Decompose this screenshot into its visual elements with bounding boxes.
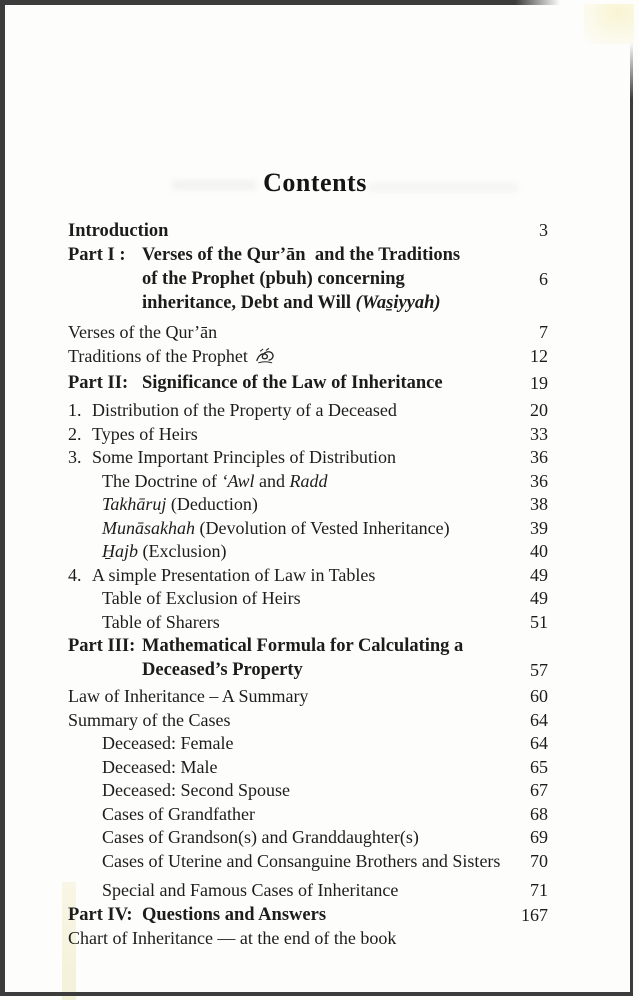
toc-page-number: 38	[530, 494, 548, 514]
part-title-lines	[142, 634, 506, 682]
scan-frame-right	[630, 42, 633, 996]
toc-page-number: 64	[530, 733, 548, 753]
toc-page-number: 69	[530, 827, 548, 847]
toc-text: inheritance, Debt and Will	[142, 293, 356, 313]
part-label: Part IV:	[68, 904, 133, 925]
toc-page-number: 36	[530, 447, 548, 467]
toc-text: Questions and Answers	[142, 904, 327, 925]
toc-text: Summary of the Cases	[68, 709, 231, 730]
toc-entry	[68, 903, 550, 927]
toc-entry-text	[92, 423, 506, 447]
toc-entry-text	[68, 470, 506, 494]
part-title-line	[142, 371, 506, 395]
toc-entry-text	[92, 446, 506, 470]
toc-entry-text	[68, 611, 506, 635]
toc-page-number: 20	[530, 400, 548, 420]
toc-text: Some Important Principles of Distribution	[92, 447, 396, 467]
toc-entry-text	[68, 540, 506, 564]
toc-entry	[68, 540, 550, 564]
toc-item-number: 1.	[68, 400, 82, 420]
toc-entry	[68, 470, 550, 494]
part-title-lines	[142, 243, 506, 315]
part-title-line	[142, 658, 506, 682]
toc-page-number: 3	[539, 220, 548, 240]
part-title-line	[142, 267, 506, 291]
toc-text: Verses of the Qur’ān and the Traditions	[142, 245, 461, 265]
toc-entry-text	[68, 345, 506, 372]
toc-entry	[68, 756, 550, 780]
toc-text: (Deduction)	[166, 494, 258, 514]
toc-text: The Doctrine of	[102, 470, 222, 491]
toc-page-number: 40	[530, 541, 548, 561]
toc-list	[68, 219, 550, 950]
toc-page-content	[68, 0, 550, 950]
toc-text: Deceased: Female	[102, 733, 234, 753]
toc-page-number: 167	[521, 904, 548, 925]
toc-page-number: 57	[530, 660, 548, 680]
toc-page-number: 60	[530, 686, 548, 706]
toc-text: Table of Sharers	[102, 611, 220, 632]
toc-text: Types of Heirs	[92, 423, 198, 444]
toc-entry-text	[68, 756, 506, 780]
toc-page-number: 7	[539, 322, 548, 342]
toc-entry	[68, 219, 550, 243]
toc-entry-text	[68, 803, 506, 827]
toc-entry	[68, 850, 550, 874]
toc-text-italic: Radd	[289, 470, 328, 491]
toc-text: Law of Inheritance – A Summary	[68, 686, 309, 706]
toc-text: Special and Famous Cases of Inheritance	[102, 880, 399, 900]
part-label: Part I :	[68, 245, 126, 265]
part-label: Part III:	[68, 636, 136, 656]
toc-text: and	[254, 470, 290, 491]
toc-text: Table of Exclusion of Heirs	[102, 588, 301, 608]
toc-entry	[68, 634, 550, 682]
part-title-line	[142, 243, 506, 267]
toc-entry-text	[68, 927, 550, 951]
toc-entry	[68, 446, 550, 470]
toc-text-italic: ‘Awl	[221, 470, 255, 491]
toc-page-number: 19	[530, 373, 548, 393]
toc-entry-text	[68, 219, 506, 243]
toc-entry-text	[68, 879, 506, 903]
toc-page-number: 49	[530, 588, 548, 608]
toc-text: (Exclusion)	[138, 541, 227, 561]
toc-entry	[68, 779, 550, 803]
toc-entry-text	[68, 709, 506, 733]
part-title-line	[142, 634, 506, 658]
scan-frame-top	[0, 0, 560, 5]
toc-page-number: 70	[530, 850, 548, 871]
toc-entry-text	[68, 732, 506, 756]
toc-entry-text	[68, 587, 506, 611]
part-title-line	[142, 291, 506, 315]
toc-text: A simple Presentation of Law in Tables	[92, 564, 376, 585]
part-title-lines	[142, 903, 506, 927]
toc-entry	[68, 517, 550, 541]
toc-text-italic: Munāsakhah	[102, 517, 195, 538]
toc-text: Distribution of the Property of a Deceased	[92, 400, 397, 420]
toc-entry	[68, 493, 550, 517]
toc-page-number: 65	[530, 756, 548, 777]
toc-item-number: 4.	[68, 564, 82, 585]
toc-text: Introduction	[68, 221, 169, 241]
toc-entry	[68, 879, 550, 903]
toc-entry-text	[92, 564, 506, 588]
scan-stain	[584, 4, 634, 44]
toc-text: Traditions of the Prophet	[68, 345, 253, 366]
toc-entry	[68, 587, 550, 611]
toc-page-number: 71	[530, 880, 548, 900]
toc-text: Significance of the Law of Inheritance	[142, 373, 443, 393]
toc-entry	[68, 927, 550, 951]
toc-text-italic: Takhāruj	[102, 494, 167, 514]
toc-text: Deceased: Male	[102, 756, 218, 777]
toc-page-number: 51	[530, 611, 548, 632]
toc-text: Chart of Inheritance — at the end of the book	[68, 927, 397, 948]
toc-text: Cases of Uterine and Consanguine Brothers and Sisters	[102, 850, 501, 871]
toc-entry	[68, 243, 550, 315]
scan-frame-left	[0, 0, 5, 996]
toc-entry	[68, 345, 550, 372]
toc-page-number: 67	[530, 780, 548, 800]
toc-text: of the Prophet (pbuh) concerning	[142, 269, 405, 289]
toc-item-number: 3.	[68, 447, 82, 467]
toc-entry-text	[68, 779, 506, 803]
toc-entry	[68, 826, 550, 850]
toc-page-number: 33	[530, 423, 548, 444]
toc-page-number: 36	[530, 470, 548, 491]
toc-entry-text	[68, 321, 506, 345]
toc-page-number: 68	[530, 803, 548, 824]
page-title: Contents	[263, 168, 367, 197]
toc-entry-text	[68, 493, 506, 517]
toc-text: Cases of Grandfather	[102, 803, 255, 824]
toc-text: Mathematical Formula for Calculating a	[142, 636, 464, 656]
part-label: Part II:	[68, 373, 129, 393]
toc-page-number: 6	[539, 269, 548, 289]
toc-entry	[68, 564, 550, 588]
toc-text: Verses of the Qur’ān	[68, 322, 218, 342]
toc-page-number: 12	[530, 345, 548, 366]
toc-entry	[68, 399, 550, 423]
toc-entry-text	[68, 850, 506, 874]
part-title-lines	[142, 371, 506, 395]
toc-text: Deceased’s Property	[142, 660, 303, 680]
toc-text: (Devolution of Vested Inheritance)	[195, 517, 450, 538]
toc-entry	[68, 685, 550, 709]
pbuh-calligraphy-icon	[254, 347, 276, 372]
scan-frame-bottom	[0, 992, 633, 996]
toc-item-number: 2.	[68, 423, 82, 444]
toc-text: Deceased: Second Spouse	[102, 780, 290, 800]
toc-page-number: 39	[530, 517, 548, 538]
toc-entry-text	[68, 826, 506, 850]
toc-page-number: 49	[530, 564, 548, 585]
toc-text-italic: (Was̱iyyah)	[355, 293, 441, 313]
toc-entry	[68, 732, 550, 756]
toc-page-number: 64	[530, 709, 548, 730]
toc-entry	[68, 371, 550, 395]
toc-text: Cases of Grandson(s) and Granddaughter(s)	[102, 827, 419, 847]
toc-entry	[68, 803, 550, 827]
toc-entry-text	[68, 685, 506, 709]
toc-entry-text	[92, 399, 506, 423]
part-title-line	[142, 903, 506, 927]
toc-text-italic: H̱ajb	[102, 541, 138, 561]
toc-entry-text	[68, 517, 506, 541]
toc-entry	[68, 321, 550, 345]
toc-entry	[68, 611, 550, 635]
toc-entry	[68, 709, 550, 733]
toc-entry	[68, 423, 550, 447]
